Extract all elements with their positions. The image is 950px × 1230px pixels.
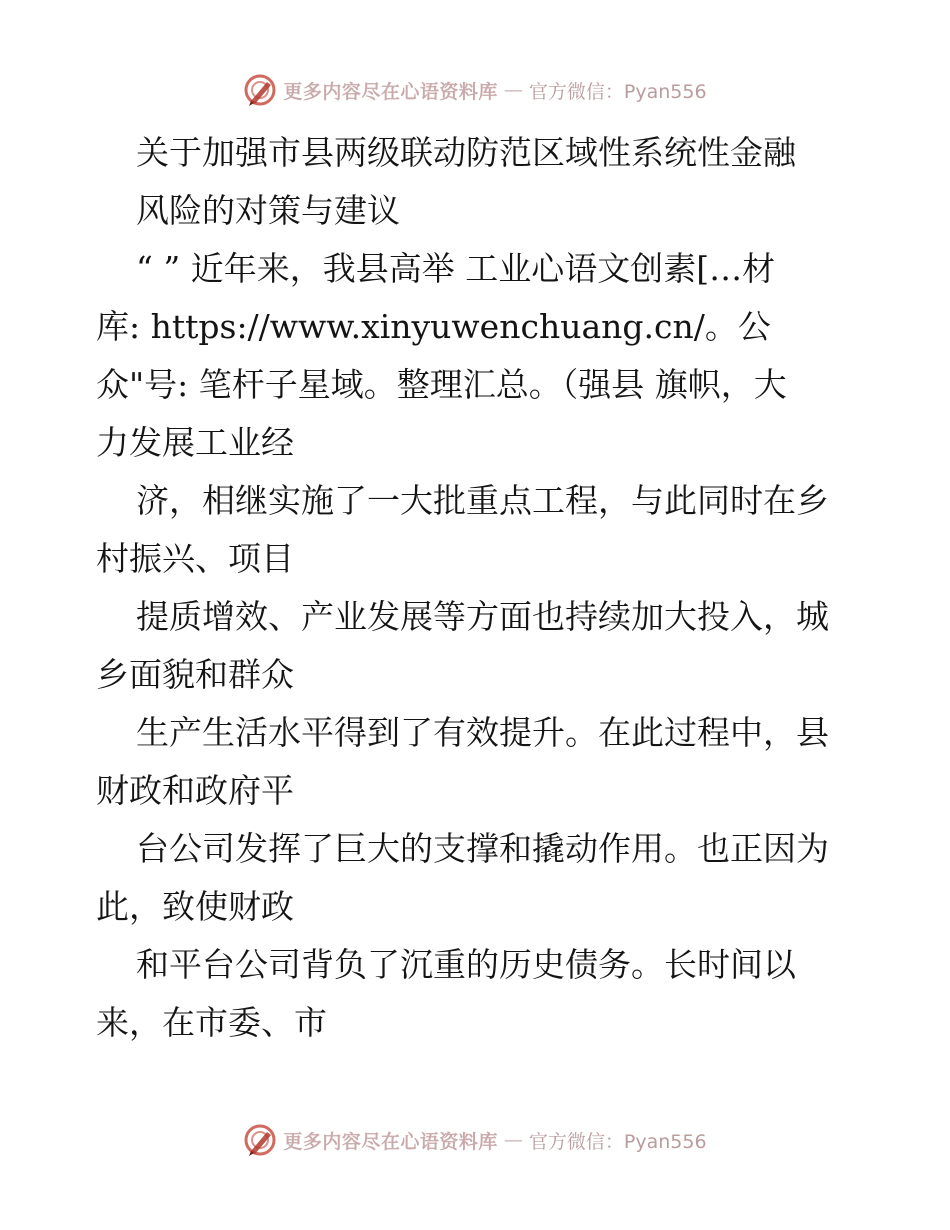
doc-title-line-1: 关于加强市县两级联动防范区域性系统性金融 (136, 133, 796, 172)
pen-logo-icon (243, 73, 277, 107)
footer-watermark (0, 1120, 950, 1160)
watermark-separator: — (503, 1129, 523, 1151)
text-line: 村振兴、项目 (96, 539, 294, 578)
text-line: 库: https://www.xinyuwenchuang.cn/。公 (96, 307, 771, 346)
text-line: 乡面貌和群众 (96, 655, 294, 694)
watermark-brand: 更多内容尽在心语资料库 (283, 1130, 498, 1153)
text-line: 台公司发挥了巨大的支撑和撬动作用。也正因为 (136, 829, 829, 868)
watermark-brand: 更多内容尽在心语资料库 (283, 80, 498, 103)
text-line: 生产生活水平得到了有效提升。在此过程中，县 (136, 713, 829, 752)
text-line: 和平台公司背负了沉重的历史债务。长时间以 (136, 945, 796, 984)
document-body (96, 124, 866, 1052)
text-line: 提质增效、产业发展等方面也持续加大投入，城 (136, 597, 829, 636)
text-line: 众"号: 笔杆子星域。整理汇总。（强县 旗帜，大 (96, 365, 787, 404)
header-watermark (0, 70, 950, 110)
text-line: 力发展工业经 (96, 423, 294, 462)
text-line: “ ” 近年来，我县高举 工业心语文创素[…材 (136, 249, 776, 288)
text-line: 此，致使财政 (96, 887, 294, 926)
pen-logo-icon (243, 1123, 277, 1157)
watermark-separator: — (503, 79, 523, 101)
text-line: 来，在市委、市 (96, 1003, 327, 1042)
text-line: 财政和政府平 (96, 771, 294, 810)
text-line: 济，相继实施了一大批重点工程，与此同时在乡 (136, 481, 829, 520)
watermark-contact: 官方微信：Pyan556 (528, 80, 707, 103)
watermark-contact: 官方微信：Pyan556 (528, 1130, 707, 1153)
doc-title-line-2: 风险的对策与建议 (136, 191, 400, 230)
text-line-url (96, 298, 866, 356)
